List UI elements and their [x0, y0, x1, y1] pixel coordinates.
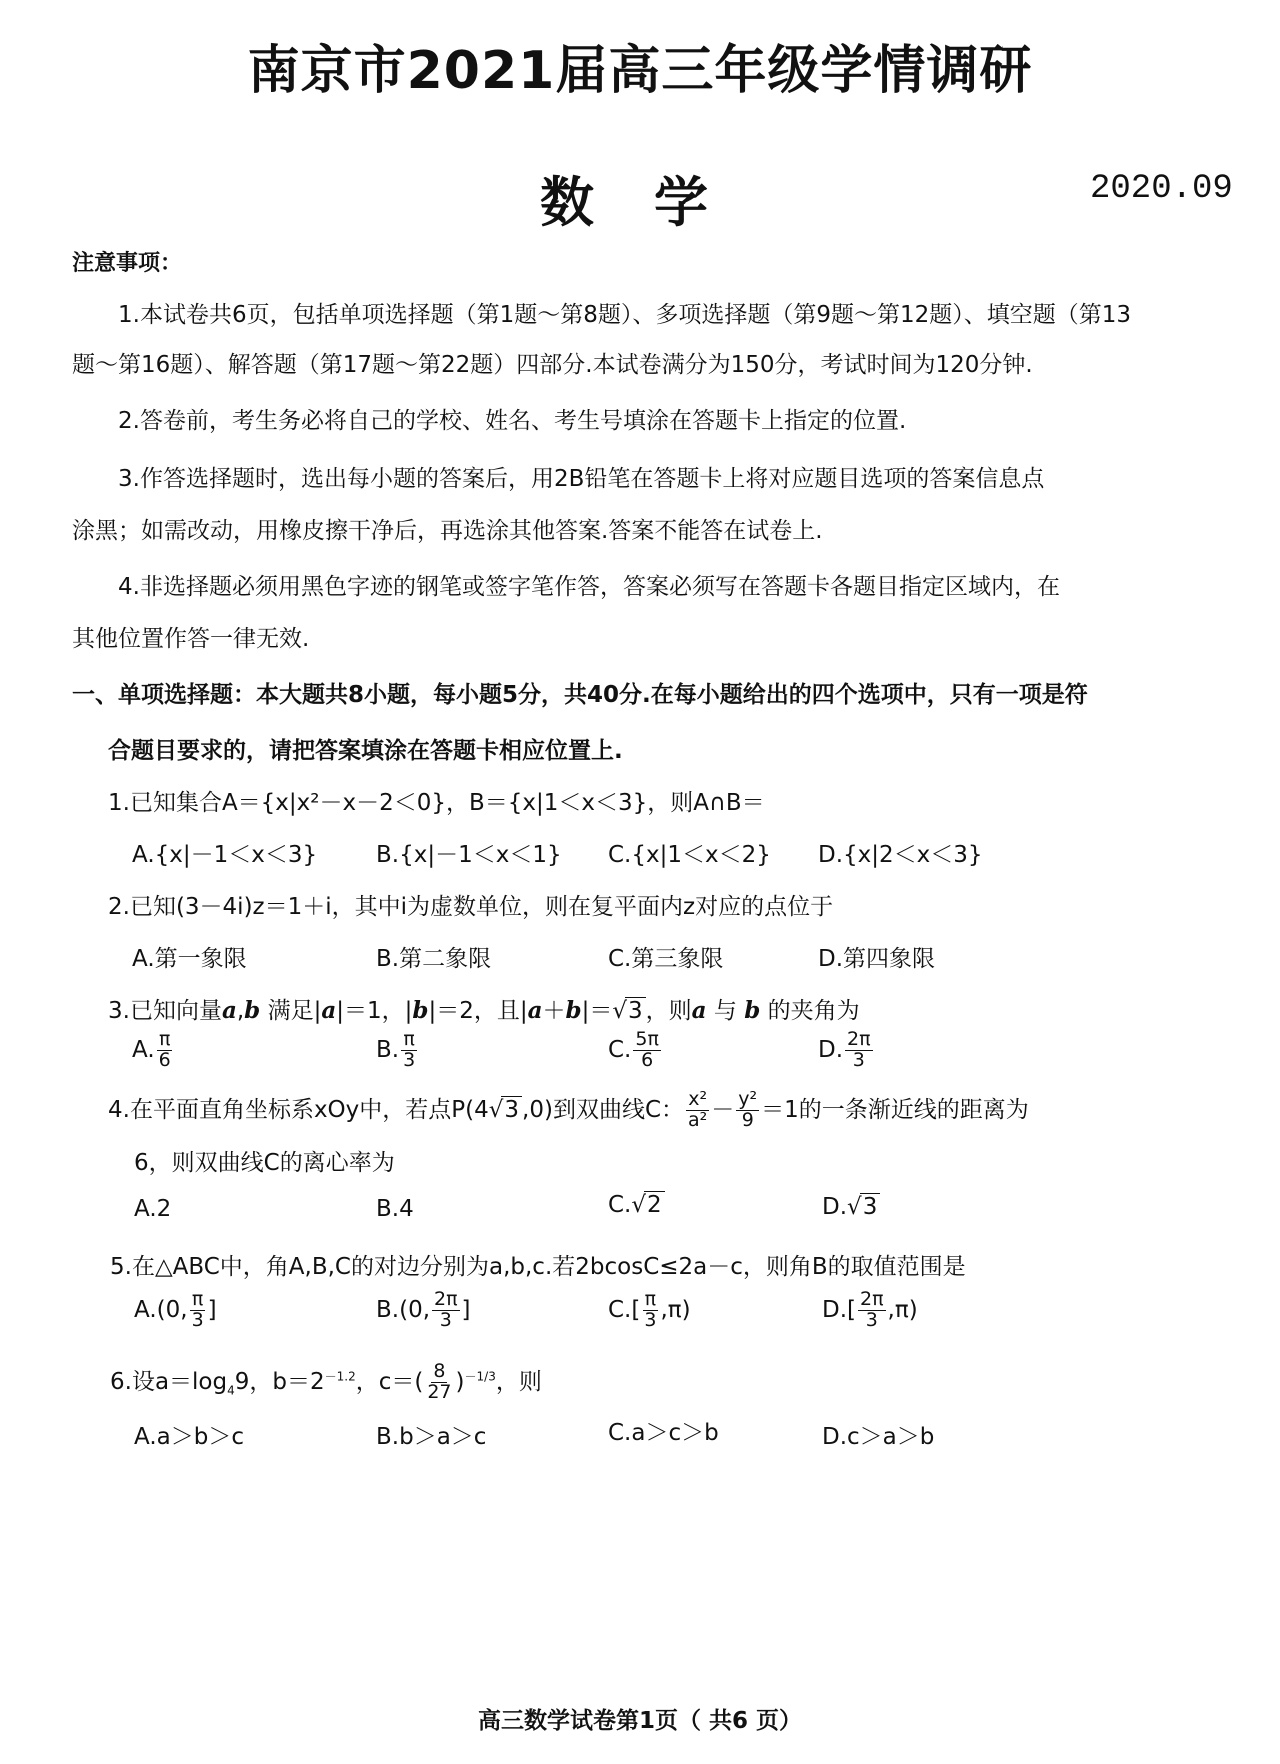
question-5-option-c: C.[ $\frac{\pi}{3}$ ,π) — [608, 1288, 691, 1331]
question-4-stem-line2: 6，则双曲线C的离心率为 — [134, 1150, 395, 1176]
notice-item-3a: 3.作答选择题时，选出每小题的答案后，用2B铅笔在答题卡上将对应题目选项的答案信息点 — [118, 466, 1045, 492]
notice-heading: 注意事项： — [72, 251, 183, 276]
question-4-option-d: D.√3 — [822, 1194, 880, 1220]
question-1-option-a: A.{x|－1＜x＜3} — [132, 842, 318, 868]
question-6-option-a: A.a＞b＞c — [134, 1424, 244, 1450]
question-2-option-a: A.第一象限 — [132, 946, 247, 972]
question-6-stem: 6.设$a=\log_49$，$b=2^{-1.2}$，c＝( $\frac{8}{27}$ )$^{-1/3}$，则 — [110, 1360, 542, 1403]
question-3-option-c: C. $\frac{5\pi}{6}$ — [608, 1028, 659, 1071]
question-3-option-b: B. $\frac{\pi}{3}$ — [376, 1028, 416, 1071]
notice-item-1a: 1.本试卷共6页，包括单项选择题（第1题～第8题）、多项选择题（第9题～第12题）、填空题（第13 — [118, 302, 1132, 328]
question-4-stem-line1: 4.在平面直角坐标系xOy中，若点P(4√3 ,0)到双曲线C： $\frac{\text{x²}}{\text{a²}}$ － $\frac{\text{y²}}{9}$ ＝1的一条渐近线的距离为 — [108, 1088, 1029, 1131]
page-footer: 高三数学试卷第1页（ 共6 页） — [477, 1708, 803, 1734]
notice-item-1b: 题～第16题）、解答题（第17题～第22题）四部分.本试卷满分为150分，考试时间为120分钟. — [72, 352, 1033, 378]
question-2-option-c: C.第三象限 — [608, 946, 724, 972]
question-2-option-b: B.第二象限 — [376, 946, 492, 972]
question-3-option-a: A. $\frac{\pi}{6}$ — [132, 1028, 171, 1071]
question-1-option-d: D.{x|2＜x＜3} — [818, 842, 983, 868]
notice-item-3b: 涂黑；如需改动，用橡皮擦干净后，再选涂其他答案.答案不能答在试卷上. — [72, 518, 823, 544]
exam-title: 南京市2021届高三年级学情调研 — [247, 41, 1033, 101]
question-4-option-b: B.4 — [376, 1196, 414, 1222]
exam-date: 2020.09 — [1090, 170, 1233, 208]
question-6-option-b: B.b＞a＞c — [376, 1424, 487, 1450]
notice-item-4b: 其他位置作答一律无效. — [72, 626, 310, 652]
question-1-option-b: B.{x|－1＜x＜1} — [376, 842, 562, 868]
question-5-stem: 5.在△ABC中，角A,B,C的对边分别为a,b,c.若2bcosC≤2a－c，则角B的取值范围是 — [110, 1254, 966, 1280]
question-6-option-d: D.c＞a＞b — [822, 1424, 935, 1450]
subject-title: 数学 — [540, 171, 768, 234]
question-2-option-d: D.第四象限 — [818, 946, 936, 972]
question-5-option-a: A.(0, $\frac{\pi}{3}$ ] — [134, 1288, 217, 1331]
question-4-option-c: C.√2 — [608, 1192, 665, 1218]
question-5-option-d: D.[ $\frac{2\pi}{3}$ ,π) — [822, 1288, 918, 1331]
question-2-stem: 2.已知(3－4i)z＝1＋i，其中i为虚数单位，则在复平面内z对应的点位于 — [108, 894, 834, 920]
notice-item-2: 2.答卷前，考生务必将自己的学校、姓名、考生号填涂在答题卡上指定的位置. — [118, 408, 907, 434]
notice-item-4a: 4.非选择题必须用黑色字迹的钢笔或签字笔作答，答案必须写在答题卡各题目指定区域内，在 — [118, 574, 1060, 600]
question-6-option-c: C.a＞c＞b — [608, 1420, 719, 1446]
question-4-option-a: A.2 — [134, 1196, 172, 1222]
question-5-option-b: B.(0, $\frac{2\pi}{3}$ ] — [376, 1288, 471, 1331]
question-1-stem: 1.已知集合A＝{x|x²－x－2＜0}，B＝{x|1＜x＜3}，则A∩B＝ — [108, 790, 765, 816]
section-heading-line2: 合题目要求的，请把答案填涂在答题卡相应位置上. — [108, 738, 623, 764]
question-3-stem: 3.已知向量a,b 满足|a|＝1，|b|＝2，且|a＋b|＝√3 ，则a 与 b 的夹角为 — [108, 997, 860, 1024]
question-1-option-c: C.{x|1＜x＜2} — [608, 842, 771, 868]
section-heading-line1: 一、单项选择题：本大题共8小题，每小题5分，共40分.在每小题给出的四个选项中，只有一项是符 — [72, 682, 1088, 708]
question-3-option-d: D. $\frac{2\pi}{3}$ — [818, 1028, 871, 1071]
